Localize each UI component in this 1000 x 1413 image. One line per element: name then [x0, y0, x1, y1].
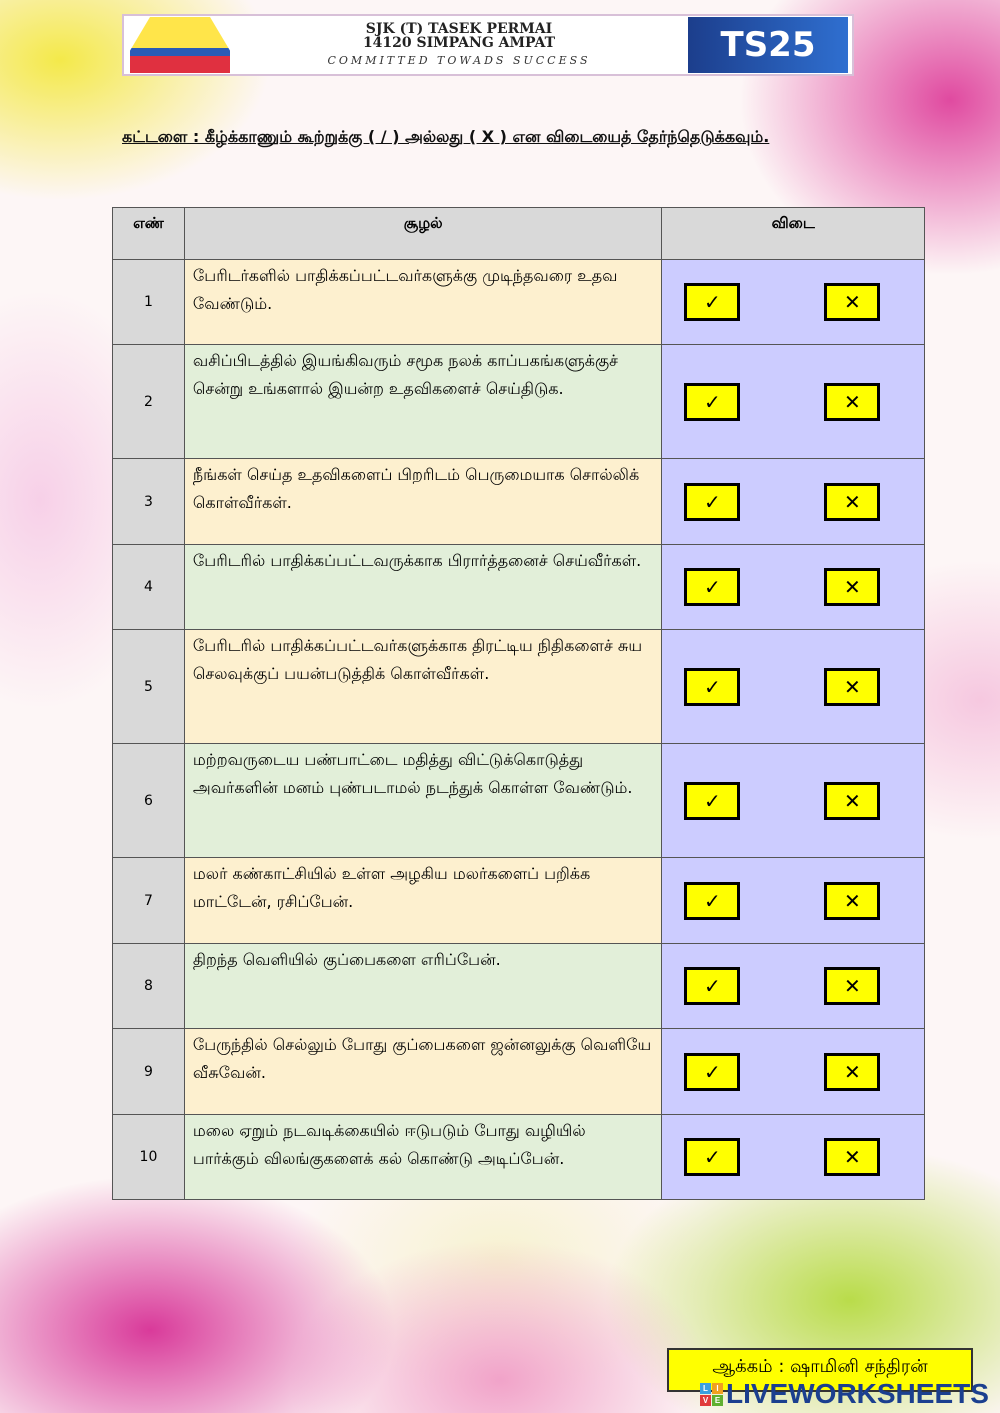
- table-row: [113, 1115, 925, 1200]
- check-icon: ✓: [704, 1059, 721, 1084]
- cross-answer-button[interactable]: [824, 967, 880, 1005]
- cross-answer-button[interactable]: [824, 483, 880, 521]
- check-icon: ✓: [704, 489, 721, 514]
- row-number: 4: [113, 545, 185, 630]
- table-row: [113, 459, 925, 545]
- row-number: 10: [113, 1115, 185, 1200]
- answer-cell: [662, 630, 925, 744]
- table-row: [113, 944, 925, 1029]
- header-answer: விடை: [662, 208, 925, 260]
- row-situation: மலை ஏறும் நடவடிக்கையில் ஈடுபடும் போது வழியில் பார்க்கும் விலங்குகளைக் கல் கொண்டு அடிப்பேன்.: [184, 1115, 661, 1200]
- cross-answer-button[interactable]: [824, 1138, 880, 1176]
- tick-answer-button[interactable]: [684, 483, 740, 521]
- logo-letter: L: [700, 1383, 711, 1394]
- row-situation: வசிப்பிடத்தில் இயங்கிவரும் சமூக நலக் காப்பகங்களுக்குச் சென்று உங்களால் இயன்ற உதவிகளைச் செய்திடுக.: [184, 345, 661, 459]
- row-situation: நீங்கள் செய்த உதவிகளைப் பிறரிடம் பெருமையாக சொல்லிக் கொள்வீர்கள்.: [184, 459, 661, 545]
- table-header: [113, 208, 925, 260]
- check-icon: ✓: [704, 974, 721, 998]
- row-situation: பேரிடரில் பாதிக்கப்பட்டவருக்காக பிரார்த்தனைச் செய்வீர்கள்.: [184, 545, 661, 630]
- school-address: 14120 SIMPANG AMPAT: [362, 35, 556, 51]
- school-motto: COMMITTED TOWADS SUCCESS: [327, 54, 591, 67]
- table-row: [113, 1029, 925, 1115]
- x-icon: ✕: [844, 888, 861, 913]
- cross-answer-button[interactable]: [824, 782, 880, 820]
- answer-cell: [662, 744, 925, 858]
- x-icon: ✕: [844, 489, 861, 514]
- tick-answer-button[interactable]: [684, 668, 740, 706]
- x-icon: ✕: [844, 788, 861, 813]
- tick-answer-button[interactable]: [684, 383, 740, 421]
- table-row: [113, 545, 925, 630]
- cross-answer-button[interactable]: [824, 283, 880, 321]
- row-situation: பேரிடர்களில் பாதிக்கப்பட்டவர்களுக்கு முடிந்தவரை உதவ வேண்டும்.: [184, 260, 661, 345]
- tick-answer-button[interactable]: [684, 283, 740, 321]
- watermark-text: LIVEWORKSHEETS: [726, 1378, 989, 1409]
- check-icon: ✓: [704, 788, 721, 813]
- banner-title: [230, 22, 688, 68]
- row-number: 2: [113, 345, 185, 459]
- tick-answer-button[interactable]: [684, 967, 740, 1005]
- logo-letter: I: [712, 1383, 723, 1394]
- tick-answer-button[interactable]: [684, 568, 740, 606]
- table-row: [113, 260, 925, 345]
- instruction-text: கட்டளை : கீழ்க்காணும் கூற்றுக்கு ( / ) அல்லது ( X ) என விடையைத் தேர்ந்தெடுக்கவும்.: [122, 127, 770, 146]
- school-name: SJK (T) TASEK PERMAI: [365, 21, 553, 37]
- x-icon: ✕: [844, 575, 861, 599]
- school-crest-logo: [130, 17, 230, 73]
- table-row: [113, 744, 925, 858]
- liveworksheets-logo: [700, 1383, 723, 1406]
- x-icon: ✕: [844, 1145, 861, 1169]
- row-situation: மலர் கண்காட்சியில் உள்ள அழகிய மலர்களைப் பறிக்க மாட்டேன், ரசிப்பேன்.: [184, 858, 661, 944]
- row-number: 5: [113, 630, 185, 744]
- row-number: 9: [113, 1029, 185, 1115]
- answer-cell: [662, 944, 925, 1029]
- check-icon: ✓: [704, 575, 721, 599]
- check-icon: ✓: [704, 1145, 721, 1169]
- answer-cell: [662, 1029, 925, 1115]
- table-row: [113, 858, 925, 944]
- row-number: 3: [113, 459, 185, 545]
- row-number: 8: [113, 944, 185, 1029]
- row-situation: திறந்த வெளியில் குப்பைகளை எரிப்பேன்.: [184, 944, 661, 1029]
- tick-answer-button[interactable]: [684, 882, 740, 920]
- logo-letter: E: [712, 1395, 723, 1406]
- row-situation: பேரிடரில் பாதிக்கப்பட்டவர்களுக்காக திரட்டிய நிதிகளைச் சுய செலவுக்குப் பயன்படுத்திக் கொள்வீர்கள்.: [184, 630, 661, 744]
- x-icon: ✕: [844, 674, 861, 699]
- tick-answer-button[interactable]: [684, 782, 740, 820]
- cross-answer-button[interactable]: [824, 1053, 880, 1091]
- cross-answer-button[interactable]: [824, 383, 880, 421]
- school-banner: [122, 14, 854, 76]
- table-row: [113, 345, 925, 459]
- table-row: [113, 630, 925, 744]
- x-icon: ✕: [844, 974, 861, 998]
- row-number: 1: [113, 260, 185, 345]
- tick-answer-button[interactable]: [684, 1053, 740, 1091]
- check-icon: ✓: [704, 888, 721, 913]
- tick-answer-button[interactable]: [684, 1138, 740, 1176]
- answer-cell: [662, 1115, 925, 1200]
- answer-cell: [662, 858, 925, 944]
- logo-letter: V: [700, 1395, 711, 1406]
- ts25-logo: TS25: [688, 17, 848, 73]
- cross-answer-button[interactable]: [824, 568, 880, 606]
- check-icon: ✓: [704, 389, 721, 414]
- row-situation: மற்றவருடைய பண்பாட்டை மதித்து விட்டுக்கொடுத்து அவர்களின் மனம் புண்படாமல் நடந்துக் கொள்ள வேண்டும்.: [184, 744, 661, 858]
- row-number: 6: [113, 744, 185, 858]
- liveworksheets-watermark: [700, 1378, 989, 1410]
- x-icon: ✕: [844, 389, 861, 414]
- cross-answer-button[interactable]: [824, 668, 880, 706]
- answer-cell: [662, 345, 925, 459]
- header-number: எண்: [113, 208, 185, 260]
- row-situation: பேருந்தில் செல்லும் போது குப்பைகளை ஜன்னலுக்கு வெளியே வீசுவேன்.: [184, 1029, 661, 1115]
- row-number: 7: [113, 858, 185, 944]
- answer-cell: [662, 459, 925, 545]
- author-credit: ஆக்கம் : ஷாமினி சந்திரன்: [667, 1348, 973, 1392]
- question-table: [112, 207, 925, 1200]
- x-icon: ✕: [844, 290, 861, 314]
- header-situation: சூழல்: [184, 208, 661, 260]
- x-icon: ✕: [844, 1059, 861, 1084]
- check-icon: ✓: [704, 674, 721, 699]
- answer-cell: [662, 260, 925, 345]
- check-icon: ✓: [704, 290, 721, 314]
- cross-answer-button[interactable]: [824, 882, 880, 920]
- answer-cell: [662, 545, 925, 630]
